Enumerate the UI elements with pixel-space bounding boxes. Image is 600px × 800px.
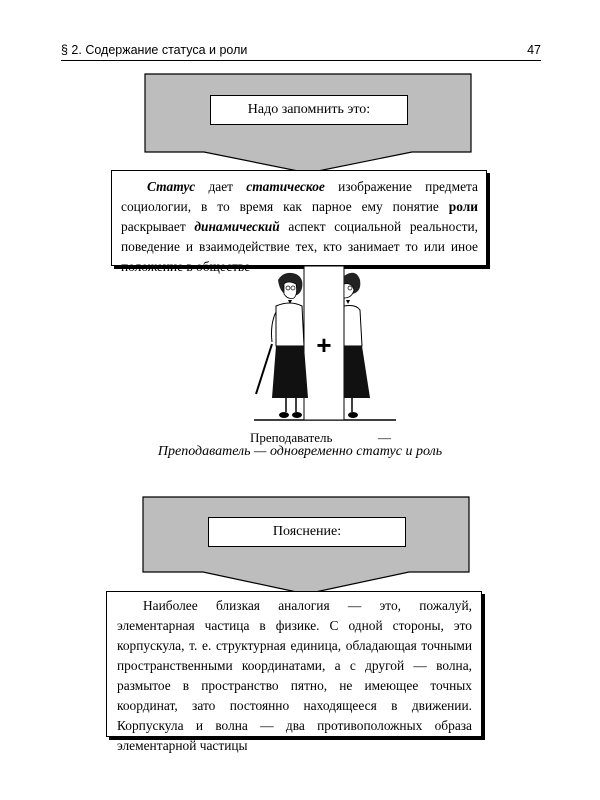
teacher-figure-left	[256, 273, 308, 418]
teacher-under-label: Преподаватель	[250, 430, 333, 445]
remember-label: Надо запомнить это:	[247, 102, 371, 117]
status-definition-box	[111, 170, 487, 274]
teacher-under-dash: —	[378, 430, 391, 445]
explanation-box	[106, 591, 482, 753]
term-static: статическое	[246, 179, 325, 194]
teacher-illustration	[250, 262, 400, 434]
term-role: роли	[448, 199, 478, 214]
figure-caption: Преподаватель — одновременно статус и роль	[157, 444, 443, 459]
term-status: Статус	[147, 179, 196, 194]
explanation-label: Пояснение:	[272, 524, 342, 539]
explanation-text: Наиболее близкая аналогия — это, пожалуй, элементарная частица в физике. С одной стороны, это корпускула, т. е. структурная единица, обладающая точными пространственными координатами, а с другой — волна, размытое в пространство пятно, не имеющее точных координат, зато постоянно находящееся в движении. Корпускула и волна — два противоположных образа элементарной частицы	[117, 598, 472, 753]
plus-sign: +	[316, 330, 332, 360]
teacher-figure-right	[344, 273, 370, 418]
page-number: 47	[527, 43, 541, 57]
explanation-label-box	[208, 517, 406, 547]
term-dynamic: динамический	[194, 219, 280, 234]
remember-label-box	[210, 95, 408, 125]
status-definition-text: Статус дает статическое изображение предмета социологии, в то время как парное ему понятие роли раскрывает динамический аспект социальной реальности, поведение и взаимодействие тех, кто занимает то или иное положение в обществе	[121, 179, 478, 274]
section-title: § 2. Содержание статуса и роли	[61, 43, 248, 57]
